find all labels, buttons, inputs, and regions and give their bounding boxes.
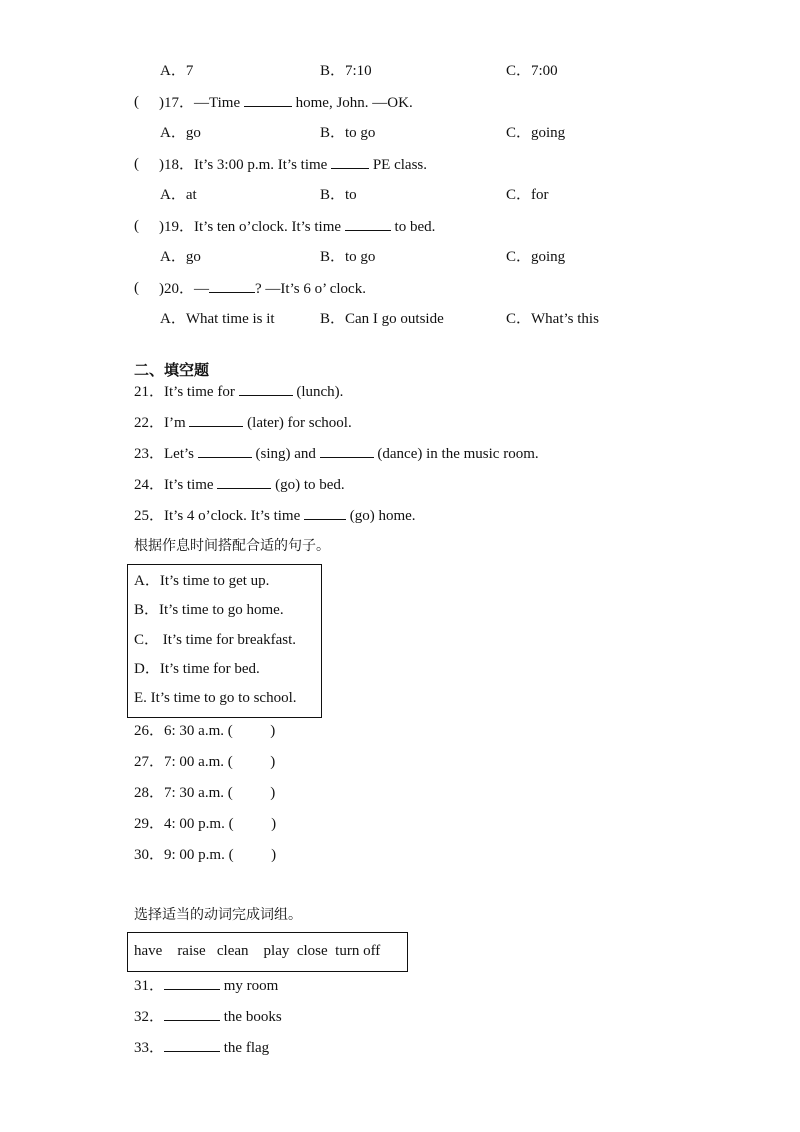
match-option-b: B．It’s time to go home. <box>134 602 284 618</box>
q20-text-after: ? —It’s 6 o’ clock. <box>255 281 366 297</box>
q23 <box>134 444 539 463</box>
q31-blank[interactable] <box>164 976 220 990</box>
q24-before: 24．It’s time <box>134 477 218 493</box>
q33-blank[interactable] <box>164 1038 220 1052</box>
q23-blank-2[interactable] <box>320 444 374 458</box>
q17-question <box>159 93 413 112</box>
q20-option-a: A．What time is it <box>160 311 275 327</box>
q25 <box>134 506 416 525</box>
match-option-e: E. It’s time to go to school. <box>134 690 297 706</box>
q18-option-b: B．to <box>320 187 357 203</box>
q33-after: the flag <box>220 1040 270 1056</box>
match-item-28[interactable]: 28．7: 30 a.m. ( ) <box>134 785 276 801</box>
q33 <box>134 1038 269 1057</box>
verb-word-list: have raise clean play close turn off <box>134 943 381 959</box>
q19-text-after: to bed. <box>390 219 436 235</box>
q22-after: (later) for school. <box>243 415 352 431</box>
match-item-30[interactable]: 30．9: 00 p.m. ( ) <box>134 847 277 863</box>
match-instruction: 根据作息时间搭配合适的句子。 <box>134 538 330 554</box>
q18-text-after: PE class. <box>369 157 427 173</box>
q20-paren: ( <box>134 280 139 296</box>
q21-after: (lunch). <box>292 384 344 400</box>
q20-text-before: )20．— <box>159 281 209 297</box>
q24-blank[interactable] <box>217 475 271 489</box>
verb-word-box <box>127 932 408 972</box>
q32 <box>134 1007 282 1026</box>
q18-paren: ( <box>134 156 139 172</box>
q19-option-a: A．go <box>160 249 201 265</box>
match-item-26[interactable]: 26．6: 30 a.m. ( ) <box>134 723 276 739</box>
q20-blank[interactable] <box>209 279 255 293</box>
match-option-a: A．It’s time to get up. <box>134 573 270 589</box>
q25-after: (go) home. <box>345 508 416 524</box>
match-options-box <box>127 564 322 718</box>
match-option-d: D．It’s time for bed. <box>134 661 260 677</box>
q16-option-a: A．7 <box>160 63 194 79</box>
q25-blank[interactable] <box>304 506 346 520</box>
q17-text-before: )17．—Time <box>159 95 244 111</box>
q22-before: 22．I’m <box>134 415 190 431</box>
q20-option-c: C．What’s this <box>506 311 599 327</box>
q32-blank[interactable] <box>164 1007 220 1021</box>
q33-num: 33． <box>134 1040 165 1056</box>
q23-after: (dance) in the music room. <box>373 446 539 462</box>
match-item-27[interactable]: 27．7: 00 a.m. ( ) <box>134 754 276 770</box>
q19-paren: ( <box>134 218 139 234</box>
q32-after: the books <box>220 1009 282 1025</box>
q17-option-a: A．go <box>160 125 201 141</box>
q31-num: 31． <box>134 978 165 994</box>
q23-blank-1[interactable] <box>198 444 252 458</box>
q32-num: 32． <box>134 1009 165 1025</box>
q19-blank[interactable] <box>345 217 391 231</box>
q25-before: 25．It’s 4 o’clock. It’s time <box>134 508 304 524</box>
match-item-29[interactable]: 29．4: 00 p.m. ( ) <box>134 816 277 832</box>
q19-option-b: B．to go <box>320 249 376 265</box>
q17-text-after: home, John. —OK. <box>291 95 413 111</box>
q20-option-b: B．Can I go outside <box>320 311 444 327</box>
q23-middle: (sing) and <box>251 446 320 462</box>
q22-blank[interactable] <box>189 413 243 427</box>
verb-instruction: 选择适当的动词完成词组。 <box>134 907 302 923</box>
q21-blank[interactable] <box>239 382 293 396</box>
q24 <box>134 475 345 494</box>
q17-blank[interactable] <box>244 93 292 107</box>
q18-option-c: C．for <box>506 187 549 203</box>
q20-question <box>159 279 366 298</box>
q16-option-b: B．7:10 <box>320 63 372 79</box>
q21-before: 21．It’s time for <box>134 384 239 400</box>
q18-text-before: )18．It’s 3:00 p.m. It’s time <box>159 157 332 173</box>
q19-question <box>159 217 435 236</box>
q18-blank[interactable] <box>331 155 369 169</box>
q17-paren: ( <box>134 94 139 110</box>
q16-option-c: C．7:00 <box>506 63 558 79</box>
q31-after: my room <box>220 978 279 994</box>
section-title-fill-in: 二、填空题 <box>134 361 210 379</box>
q24-after: (go) to bed. <box>271 477 345 493</box>
q31 <box>134 976 278 995</box>
match-option-c: C． It’s time for breakfast. <box>134 632 297 648</box>
q18-option-a: A．at <box>160 187 197 203</box>
q19-option-c: C．going <box>506 249 566 265</box>
q19-text-before: )19．It’s ten o’clock. It’s time <box>159 219 345 235</box>
q17-option-b: B．to go <box>320 125 376 141</box>
q21 <box>134 382 343 401</box>
q22 <box>134 413 352 432</box>
q23-before: 23．Let’s <box>134 446 198 462</box>
q18-question <box>159 155 427 174</box>
q17-option-c: C．going <box>506 125 566 141</box>
